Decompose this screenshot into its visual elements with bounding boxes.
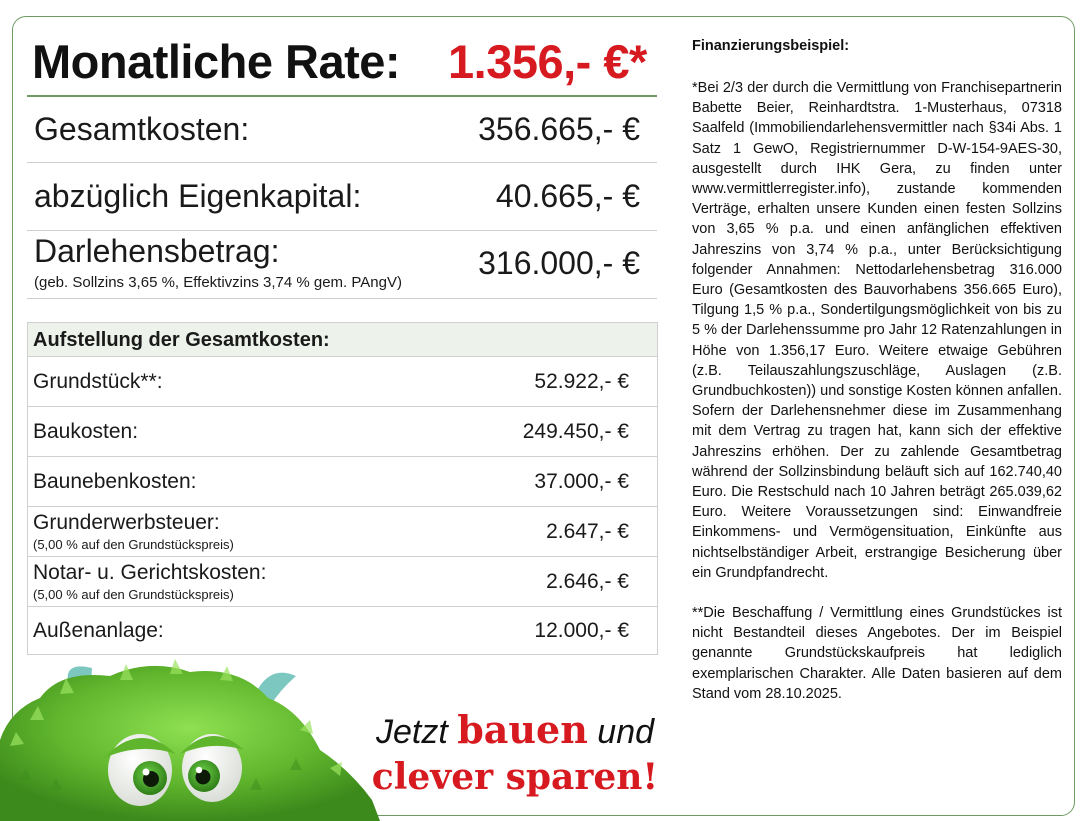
cost-label: Außenanlage: [33, 619, 164, 642]
cost-label: Grunderwerbsteuer: [33, 511, 220, 534]
equity-label: abzüglich Eigenkapital: [34, 178, 362, 214]
cost-label: Baunebenkosten: [33, 470, 197, 493]
cost-value: 249.450,- € [522, 420, 629, 443]
loan-label: Darlehensbetrag: [34, 233, 280, 269]
cost-label: Baukosten: [33, 420, 139, 443]
mascot-illustration [0, 650, 400, 821]
cost-value: 2.647,- € [546, 520, 629, 543]
cost-row-ancillary [28, 457, 657, 507]
equity-value: 40.665,- € [495, 178, 640, 214]
monthly-rate-row [32, 34, 682, 94]
cost-row-notary [28, 557, 657, 607]
green-fluffy-monster-icon [0, 650, 400, 821]
cost-table-title: Aufstellung der Gesamtkosten: [33, 329, 330, 351]
total-costs-label: Gesamtkosten: [34, 111, 250, 147]
cost-label: Notar- u. Gerichtskosten: [33, 561, 267, 584]
land-disclaimer-paragraph: **Die Beschaffung / Vermittlung eines Grundstückes ist nicht Bestandteil dieses Angebotes. Der im Beispiel genannte Grundstückskaufpreis hat lediglich exemplarischen Charakter. Alle Daten basieren auf dem Stand vom 28.10.2025. [692, 605, 1062, 702]
cost-label: Grundstück**: [33, 370, 163, 393]
cost-value: 52.922,- € [534, 370, 629, 393]
financing-text [692, 78, 1062, 704]
cost-row-transfer-tax [28, 507, 657, 557]
slogan-word-bauen: bauen [457, 707, 588, 752]
cost-row-land [28, 357, 657, 407]
monthly-rate-label: Monatliche Rate: [32, 35, 401, 88]
financing-paragraph: *Bei 2/3 der durch die Vermittlung von Franchisepartnerin Babette Beier, Reinhardtstra. 1-Musterhaus, 07318 Saalfeld (Immobiliendarlehensvermittler nach §34i Abs. 1 Satz 1 GewO, Registriernummer D-W-154-9AES-30, ausgestellt durch IHK Gera, zu finden unter www.vermittlerregister.info), zustande kommenden Verträge, erhalten unsere Kunden einen festen Sollzins von 3,65 % p.a. und einen anfänglichen effektiven Jahreszins von 3,74 % p.a., unter Berücksichtigung folgender Annahmen: Nettodarlehensbetrag 316.000 Euro (Gesamtkosten des Bauvorhabens 356.665 Euro), Tilgung 1,5 % p.a., Sondertilgungsmöglichkeit von bis zu 5 % der Darlehenssumme pro Jahr 12 Ratenzahlungen in Höhe von 1.356,17 Euro. Weitere etwaige Gebühren (z.B. Teilauszahlungszuschläge, Auslagen (z.B. Grundbuchkosten)) und sonstige Kosten können anfallen. Sofern der Darlehensnehmer diese im Zusammenhang mit dem Vertrag zu tragen hat, kann sich der effektive Jahreszins erhöhen. Der zu zahlende Gesamtbetrag während der Sollzinsbindung beläuft sich auf 162.740,40 Euro. Die Restschuld nach 10 Jahren beträgt 265.039,62 Euro. Weitere Voraussetzungen sind: Einwandfreie Einkommens- und Vermögensituation, Einkünfte aus nichtselbständiger Arbeit, erstrangige Besicherung über ein Grundpfandrecht. [692, 80, 1062, 581]
cost-value: 2.646,- € [546, 570, 629, 593]
loan-value: 316.000,- € [478, 245, 640, 281]
slogan-line-2: clever sparen! [371, 756, 659, 798]
cost-table-header [28, 323, 657, 357]
slogan-word-jetzt: Jetzt [375, 713, 458, 751]
cost-value: 37.000,- € [534, 470, 629, 493]
summary-row-equity [27, 163, 657, 231]
cost-row-construction [28, 407, 657, 457]
loan-note: (geb. Sollzins 3,65 %, Effektivzins 3,74 % gem. PAngV) [34, 274, 402, 291]
cost-breakdown-table [27, 322, 658, 655]
cost-value: 12.000,- € [534, 619, 629, 642]
cost-row-outdoor [28, 607, 657, 655]
slogan-word-und: und [587, 713, 655, 751]
financing-title: Finanzierungsbeispiel: [692, 38, 850, 54]
cost-sublabel: (5,00 % auf den Grundstückspreis) [33, 587, 234, 602]
total-costs-value: 356.665,- € [478, 111, 640, 147]
cost-sublabel: (5,00 % auf den Grundstückspreis) [33, 537, 234, 552]
summary-row-total-costs [27, 97, 657, 163]
summary-row-loan [27, 231, 657, 299]
monthly-rate-value: 1.356,- €* [448, 35, 647, 88]
